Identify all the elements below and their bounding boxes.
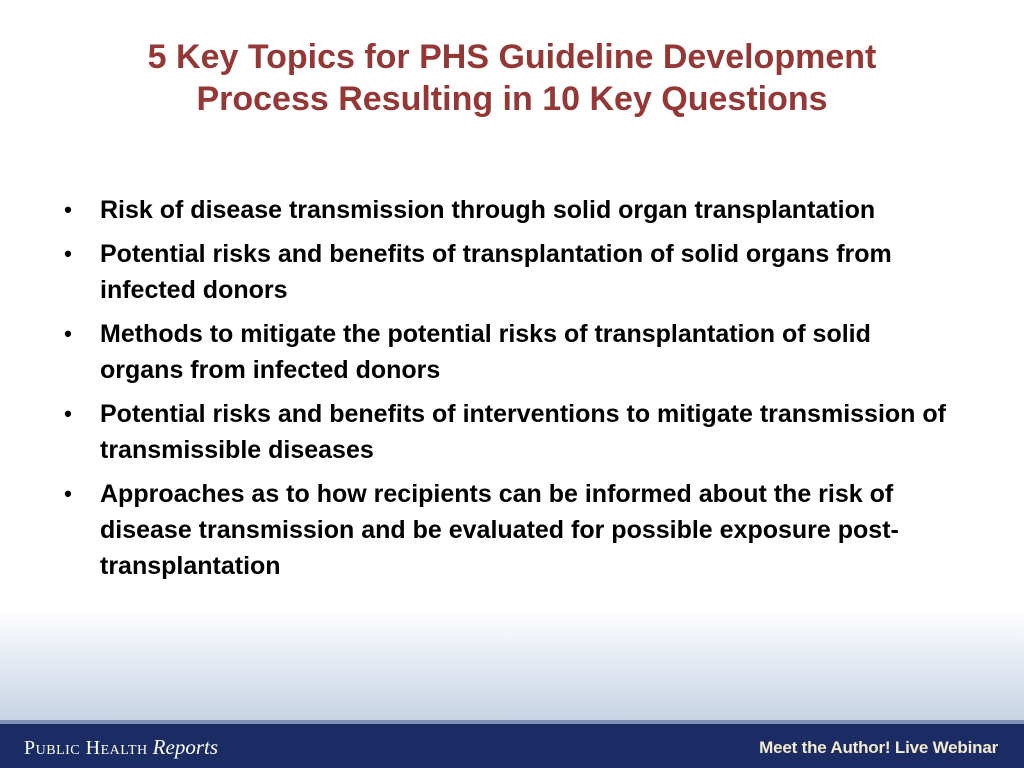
topic-item	[58, 236, 958, 308]
publication-logo	[24, 734, 218, 761]
slide-title-line-2: Process Resulting in 10 Key Questions	[196, 80, 828, 118]
webinar-label: Meet the Author! Live Webinar	[759, 738, 998, 757]
bullet-icon: •	[64, 197, 72, 222]
topic-item	[58, 396, 958, 468]
topic-text: Risk of disease transmission through solid organ transplantation	[100, 196, 876, 224]
topic-text: Approaches as to how recipients can be informed about the risk of disease transmission and be evaluated for possible exposure post-transplantation	[100, 480, 899, 580]
publication-suffix: Reports	[152, 735, 218, 759]
topic-text: Potential risks and benefits of interventions to mitigate transmission of transmissible diseases	[100, 400, 946, 464]
topic-text: Potential risks and benefits of transplantation of solid organs from infected donors	[100, 240, 892, 304]
bullet-icon: •	[64, 481, 72, 506]
topic-item	[58, 192, 958, 228]
publication-name: Public Health	[24, 737, 148, 759]
topic-text: Methods to mitigate the potential risks of transplantation of solid organs from infected donors	[100, 320, 871, 384]
footer-bar	[0, 724, 1024, 768]
bullet-icon: •	[64, 401, 72, 426]
topic-item	[58, 316, 958, 388]
topic-list	[58, 192, 958, 592]
slide-title	[40, 36, 984, 120]
bullet-icon: •	[64, 241, 72, 266]
bullet-icon: •	[64, 321, 72, 346]
topic-item	[58, 476, 958, 584]
bottom-gradient-band	[0, 610, 1024, 722]
slide-title-line-1: 5 Key Topics for PHS Guideline Development	[147, 38, 877, 76]
